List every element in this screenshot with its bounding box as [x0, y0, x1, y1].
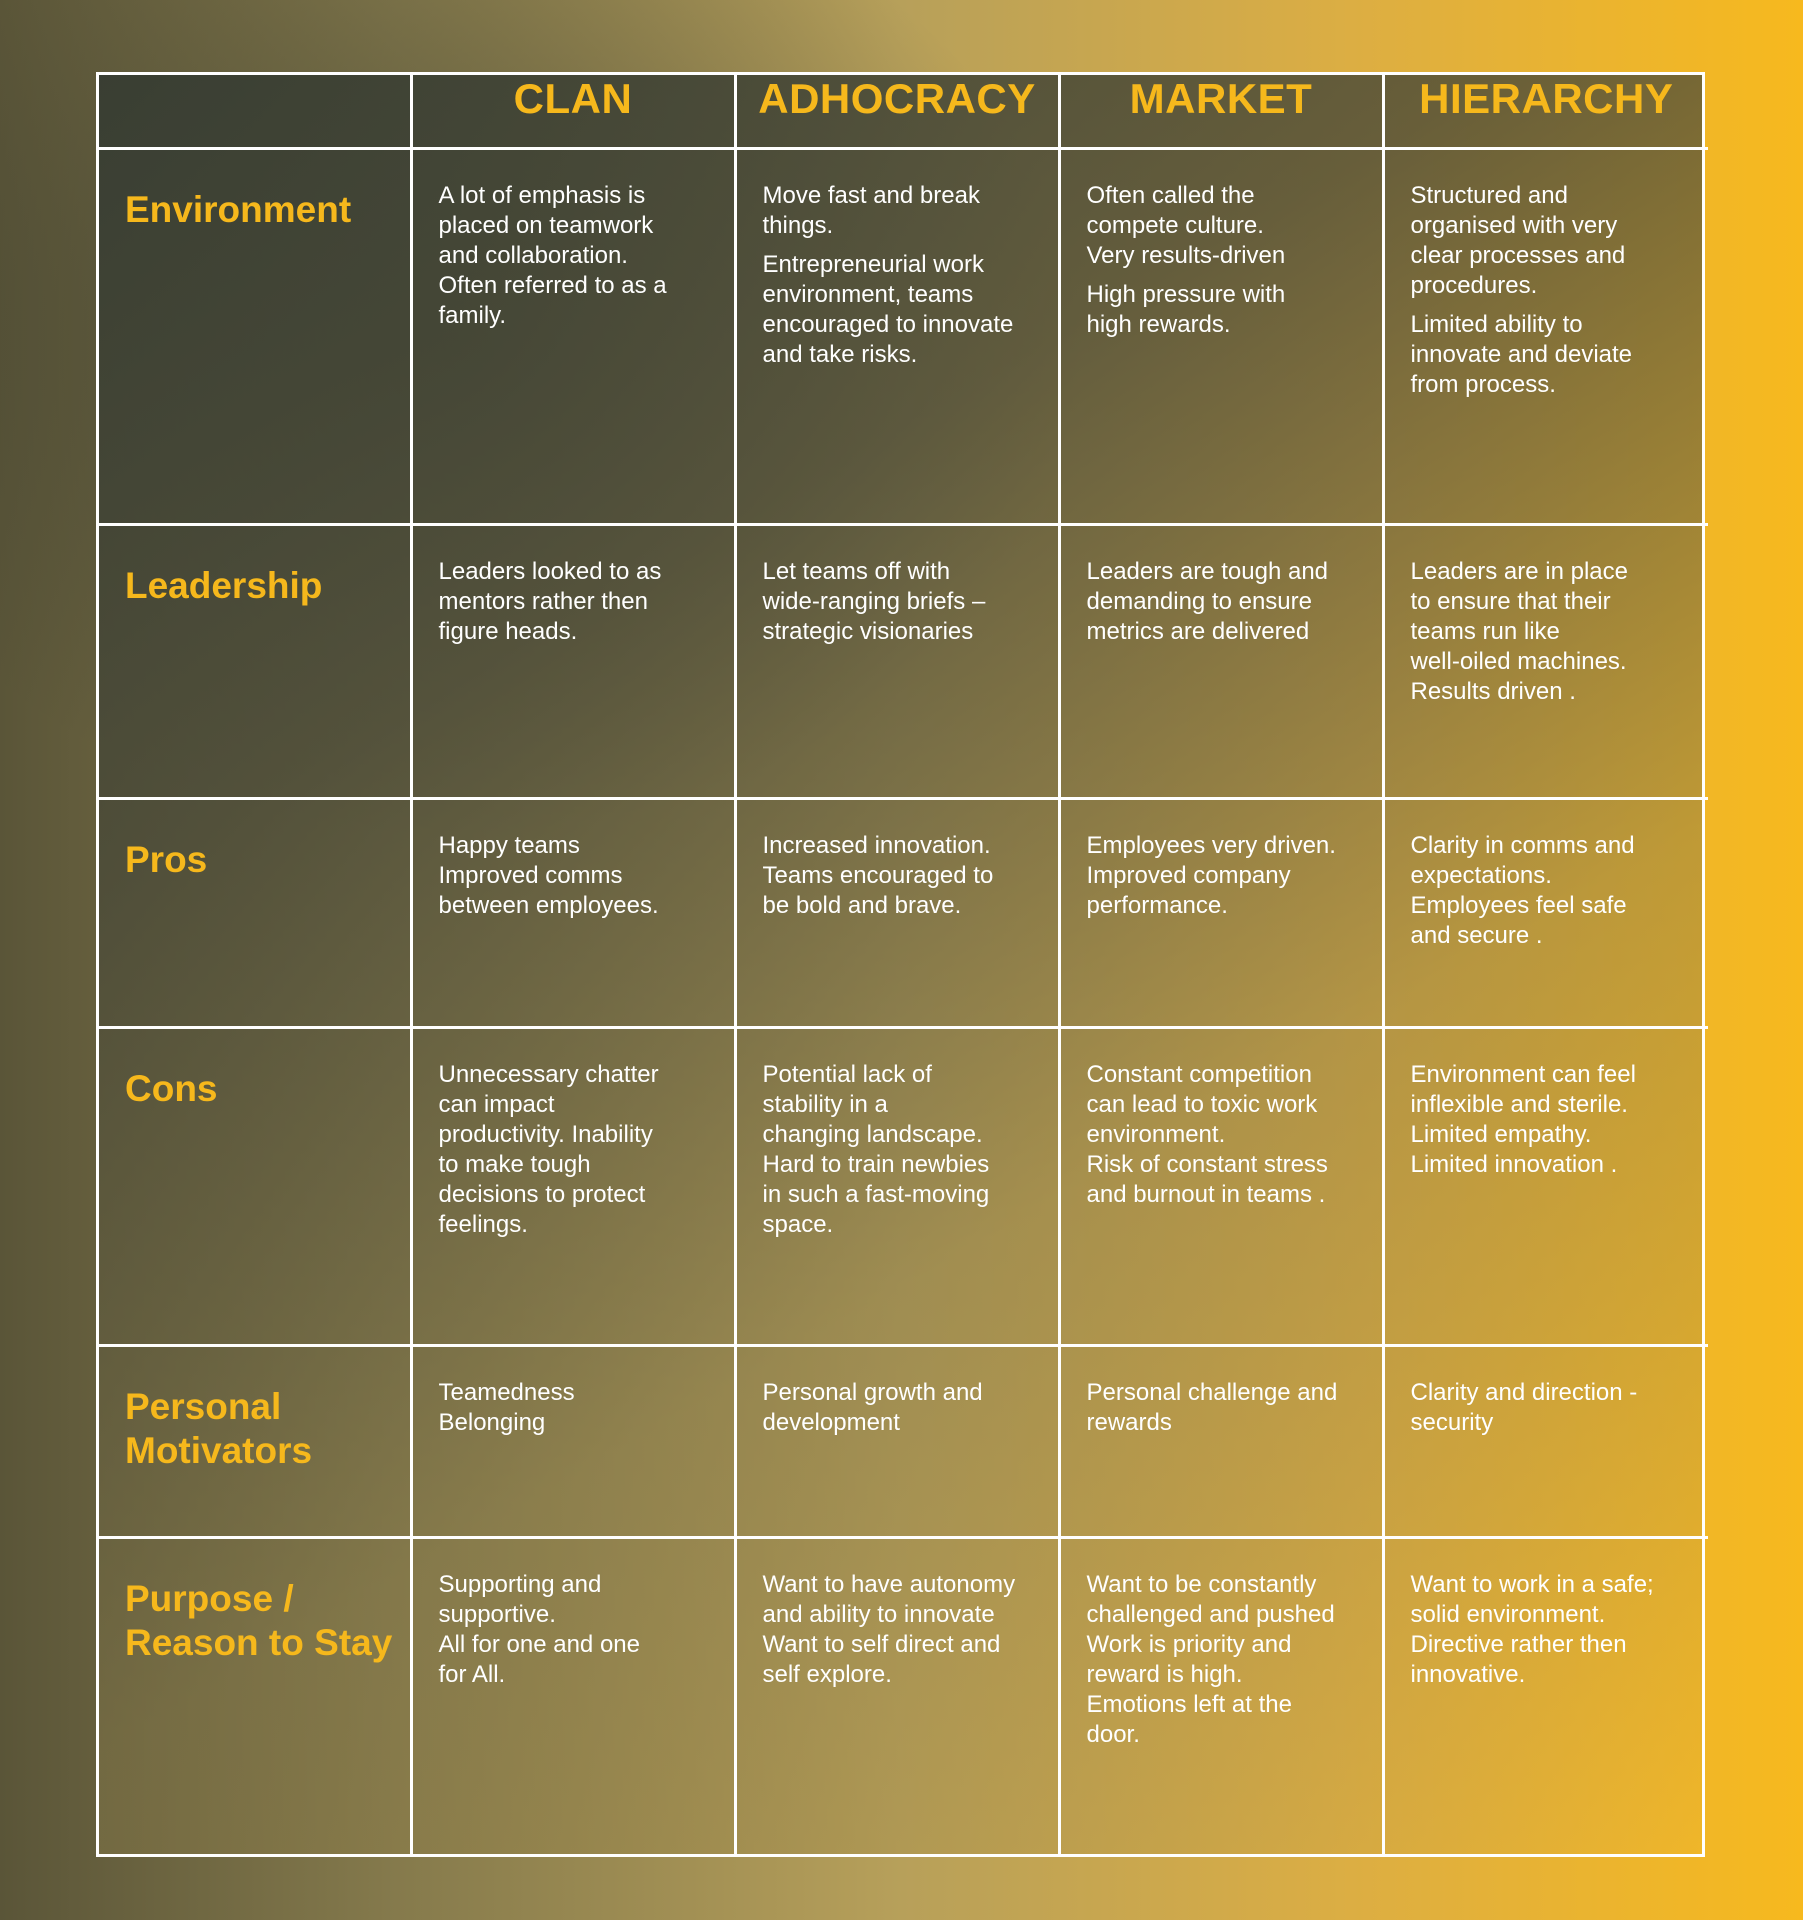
table-cell-market [1059, 1346, 1383, 1538]
cell-text: Potential lack of stability in a changing landscape. Hard to train newbies in such a fast-moving space. [762, 1060, 990, 1238]
cell-text: Leaders are tough and demanding to ensure metrics are delivered [1086, 557, 1329, 645]
row-label: Leadership [99, 524, 411, 798]
table-row [99, 148, 1708, 524]
cell-text: Leaders looked to as mentors rather then figure heads. [438, 557, 662, 645]
cell-text: Entrepreneurial work environment, teams encouraged to innovate and take risks. [762, 250, 1014, 368]
table-cell-adhocracy [735, 798, 1059, 1027]
row-label: Environment [99, 148, 411, 524]
table-cell-hierarchy [1383, 524, 1708, 798]
cell-text: Environment can feel inflexible and sterile. Limited empathy. Limited innovation . [1410, 1060, 1636, 1178]
culture-comparison-table-frame [96, 72, 1705, 1857]
cell-text: Move fast and break things. [762, 181, 980, 239]
row-label: Purpose / Reason to Stay [99, 1538, 411, 1854]
cell-text: Constant competition can lead to toxic work environment. Risk of constant stress and burnout in teams . [1086, 1060, 1328, 1208]
table-cell-clan [411, 148, 735, 524]
cell-text: Want to be constantly challenged and pushed Work is priority and reward is high. Emotions left at the door. [1086, 1571, 1335, 1749]
table-row [99, 1346, 1708, 1538]
table-cell-adhocracy [735, 148, 1059, 524]
table-row [99, 1027, 1708, 1345]
table-cell-clan [411, 524, 735, 798]
table-cell-clan [411, 1027, 735, 1345]
cell-text: Clarity and direction - security [1410, 1379, 1638, 1437]
cell-text: Happy teams Improved comms between employees. [438, 831, 659, 919]
cell-text: Personal growth and development [762, 1379, 983, 1437]
row-label: Pros [99, 798, 411, 1027]
cell-text: Let teams off with wide-ranging briefs – strategic visionaries [762, 557, 986, 645]
table-cell-hierarchy [1383, 1538, 1708, 1854]
cell-text: Personal challenge and rewards [1086, 1379, 1338, 1437]
row-label: Personal Motivators [99, 1346, 411, 1538]
cell-text: Increased innovation. Teams encouraged to be bold and brave. [762, 831, 994, 919]
table-cell-market [1059, 524, 1383, 798]
cell-text: Often called the compete culture. Very results-driven [1086, 181, 1286, 269]
table-cell-hierarchy [1383, 148, 1708, 524]
corner-cell [99, 75, 411, 148]
cell-text: Leaders are in place to ensure that their teams run like well-oiled machines. Results driven . [1410, 557, 1628, 705]
row-label: Cons [99, 1027, 411, 1345]
cell-text: Supporting and supportive. All for one and one for All. [438, 1571, 640, 1689]
table-cell-adhocracy [735, 1346, 1059, 1538]
cell-text: Employees very driven. Improved company performance. [1086, 831, 1336, 919]
cell-text: Want to have autonomy and ability to innovate Want to self direct and self explore. [762, 1571, 1016, 1689]
table-cell-hierarchy [1383, 798, 1708, 1027]
table-cell-market [1059, 148, 1383, 524]
table-row [99, 524, 1708, 798]
column-header-hierarchy: HIERARCHY [1383, 75, 1708, 148]
cell-text: Clarity in comms and expectations. Employees feel safe and secure . [1410, 831, 1635, 949]
table-cell-adhocracy [735, 1538, 1059, 1854]
table-cell-hierarchy [1383, 1346, 1708, 1538]
header-row [99, 75, 1708, 148]
table-cell-market [1059, 798, 1383, 1027]
cell-text: High pressure with high rewards. [1086, 280, 1286, 338]
table-row [99, 1538, 1708, 1854]
culture-comparison-table [99, 75, 1708, 1854]
cell-text: Teamedness Belonging [438, 1379, 575, 1437]
table-cell-hierarchy [1383, 1027, 1708, 1345]
table-cell-adhocracy [735, 524, 1059, 798]
table-cell-market [1059, 1538, 1383, 1854]
table-cell-market [1059, 1027, 1383, 1345]
table-cell-clan [411, 798, 735, 1027]
table-body [99, 148, 1708, 1854]
table-row [99, 798, 1708, 1027]
cell-text: A lot of emphasis is placed on teamwork and collaboration. Often referred to as a family. [438, 181, 667, 329]
table-cell-clan [411, 1538, 735, 1854]
cell-text: Want to work in a safe; solid environment. Directive rather then innovative. [1410, 1571, 1654, 1689]
cell-text: Limited ability to innovate and deviate from process. [1410, 310, 1633, 398]
table-cell-adhocracy [735, 1027, 1059, 1345]
column-header-adhocracy: ADHOCRACY [735, 75, 1059, 148]
column-header-market: MARKET [1059, 75, 1383, 148]
cell-text: Unnecessary chatter can impact productivity. Inability to make tough decisions to protect feelings. [438, 1060, 659, 1238]
cell-text: Structured and organised with very clear processes and procedures. [1410, 181, 1626, 299]
table-cell-clan [411, 1346, 735, 1538]
column-header-clan: CLAN [411, 75, 735, 148]
